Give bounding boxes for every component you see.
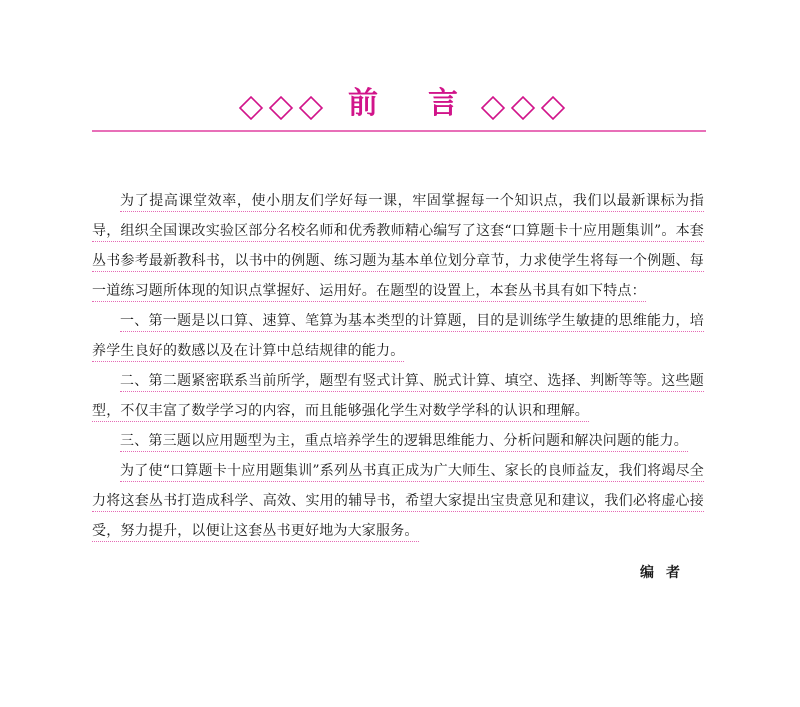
page-title-char-2: 言 [428,86,458,121]
signature: 编者 [640,565,692,581]
preface-body [92,186,704,546]
paragraph-text: 三、第三题以应用题型为主，重点培养学生的逻辑思维能力、分析问题和解决问题的能力。 [120,433,688,452]
paragraph-feature-2 [92,366,704,426]
diamond-decoration-right-icon [480,96,566,120]
paragraph-closing [92,456,704,546]
paragraph-text: 一、第一题是以口算、速算、笔算为基本类型的计算题，目的是训练学生敏捷的思维能力，培养学生良好的数感以及在计算中总结规律的能力。 [92,313,704,362]
page-header [0,78,800,134]
title-divider [92,130,706,132]
paragraph-text: 为了提高课堂效率，使小朋友们学好每一课，牢固掌握每一个知识点，我们以最新课标为指导，组织全国课改实验区部分名校名师和优秀教师精心编写了这套“口算题卡十应用题集训”。本套丛书参考最新教科书，以书中的例题、练习题为基本单位划分章节，力求使学生将每一个例题、每一道练习题所体现的知识点掌握好、运用好。在题型的设置上，本套丛书具有如下特点： [92,193,704,302]
paragraph-intro [92,186,704,306]
diamond-decoration-left-icon [238,96,324,120]
paragraph-feature-3 [92,426,704,456]
paragraph-text: 二、第二题紧密联系当前所学，题型有竖式计算、脱式计算、填空、选择、判断等等。这些题型，不仅丰富了数学学习的内容，而且能够强化学生对数学学科的认识和理解。 [92,373,704,422]
page-title-char-1: 前 [348,86,378,121]
paragraph-feature-1 [92,306,704,366]
paragraph-text: 为了使“口算题卡十应用题集训”系列丛书真正成为广大师生、家长的良师益友，我们将竭尽全力将这套丛书打造成科学、高效、实用的辅导书，希望大家提出宝贵意见和建议，我们必将虚心接受，努力提升，以便让这套丛书更好地为大家服务。 [92,463,704,542]
